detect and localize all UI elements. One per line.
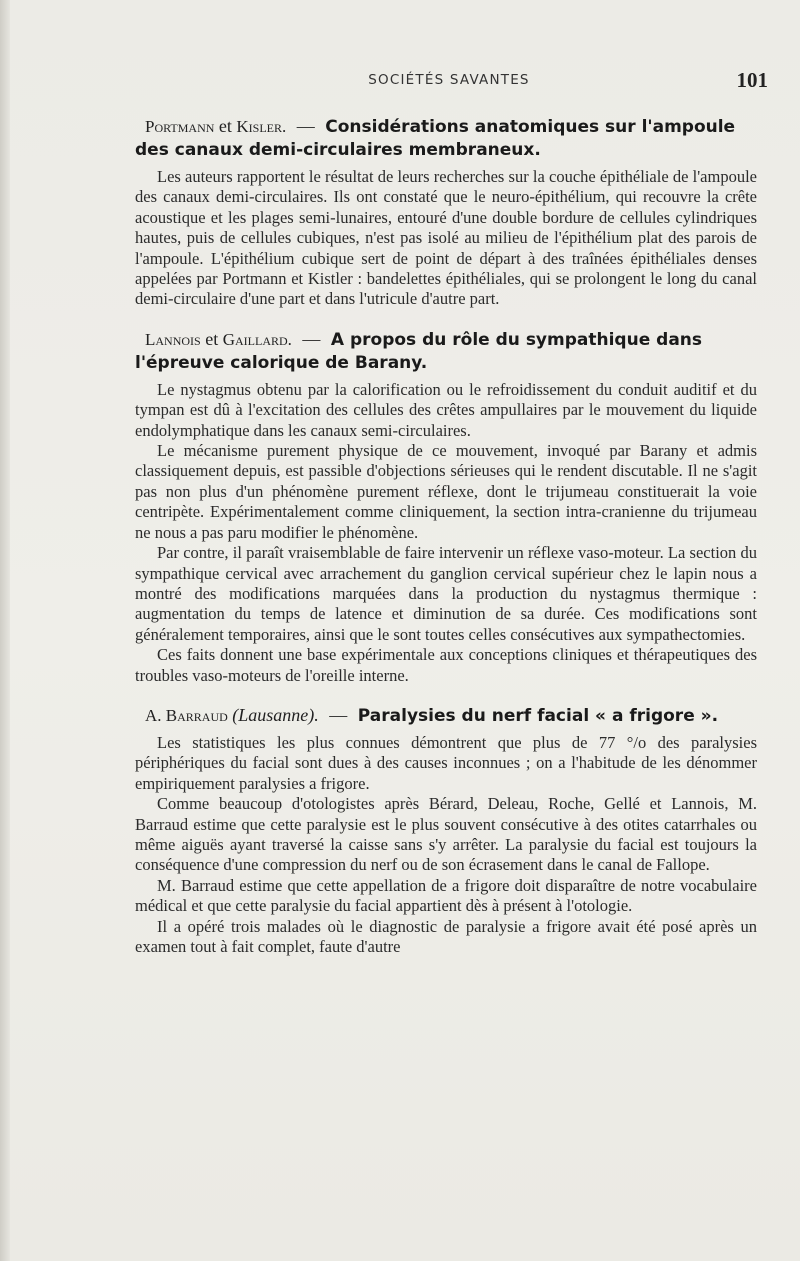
running-title: SOCIÉTÉS SAVANTES (368, 72, 530, 88)
heading-separator: — (296, 116, 315, 136)
author-name: Kisler. (236, 117, 287, 136)
author-name: A. Barraud (145, 705, 228, 725)
entry-title: Paralysies du nerf facial « a frigore ». (357, 705, 719, 726)
author-name: Lannois (145, 329, 201, 349)
paragraph: M. Barraud estime que cette appellation de a frigore doit disparaître de notre vocabulaire médical et que cette paralysie du facial appartient dès à présent à l'otologie. (135, 875, 757, 916)
heading-separator: — (302, 328, 321, 349)
heading-separator: — (329, 704, 348, 725)
entry-lannois-gaillard (135, 328, 757, 686)
entry-heading (135, 704, 757, 727)
entry-portmann-kisler (135, 115, 757, 310)
page-number: 101 (736, 68, 768, 92)
paragraph: Il a opéré trois malades où le diagnostic de paralysie a frigore avait été posé après un examen tout à fait complet, faute d'autre (135, 916, 757, 956)
paragraph: Les statistiques les plus connues démontrent que plus de 77 °/o des paralysies périphériques du facial sont dues à des causes inconnues ; on a l'habitude de les dénommer empiriquement paralysies a frigore. (135, 732, 757, 793)
paragraph: Par contre, il paraît vraisemblable de faire intervenir un réflexe vaso-moteur. La section du sympathique cervical avec arrachement du ganglion cervical supérieur chez le lapin nous a montré des modifications marquées dans la production du nystagmus thermique : augmentation du temps de latence et diminution de sa durée. Ces modifications sont généralement temporaires, ainsi que le sont toutes celles consécutives aux sympathectomies. (135, 543, 757, 644)
author-location: (Lausanne). (232, 704, 319, 725)
entry-heading (135, 115, 757, 161)
page-header (130, 68, 768, 96)
paragraph: Les auteurs rapportent le résultat de leurs recherches sur la couche épithéliale de l'ampoule des canaux demi-circulaires. Ils ont constaté que le neuro-épithélium, qui recouvre la crête acoustique et les plages semi-lunaires, entouré d'une double bordure de cellules cylindriques hautes, puis de cellules cubiques, n'est pas isolé au milieu de l'épithélium plat des parois de l'ampoule. L'épithélium cubique sert de point de départ à des traînées épithéliales denses appelées par Portmann et Kistler : bandelettes épithéliales, qui se prolongent le long du canal demi-circulaire d'une part et dans l'utricule d'autre part. (135, 167, 757, 309)
author-conjunction: et (218, 116, 232, 136)
entry-heading (135, 328, 757, 374)
author-name: Portmann (145, 117, 215, 136)
author-conjunction: et (205, 328, 219, 349)
page-content (135, 115, 757, 975)
paragraph: Le mécanisme purement physique de ce mouvement, invoqué par Barany et admis classiquement depuis, est passible d'objections sérieuses qui le rendent discutable. Il ne s'agit pas non plus d'un phénomène purement réflexe, dont le trijumeau constituerait la voie centripète. Expérimentalement comme cliniquement, la section intra-cranienne du trijumeau ne nous a pas paru modifier le phénomène. (135, 441, 757, 542)
entry-title: Considérations anatomiques sur l'ampoule des canaux demi-circulaires membraneux. (135, 117, 736, 160)
paragraph: Le nystagmus obtenu par la calorification ou le refroidissement du conduit auditif et du tympan est dû à l'excitation des cellules des crêtes ampullaires par le mouvement du liquide endolymphatique dans les canaux semi-circulaires. (135, 379, 757, 440)
entry-title: A propos du rôle du sympathique dans l'épreuve calorique de Barany. (135, 329, 703, 373)
paragraph: Ces faits donnent une base expérimentale aux conceptions cliniques et thérapeutiques des troubles vaso-moteurs de l'oreille interne. (135, 645, 757, 685)
page-binding-edge (0, 0, 10, 1261)
author-name: Gaillard. (222, 329, 292, 349)
paragraph: Comme beaucoup d'otologistes après Bérard, Deleau, Roche, Gellé et Lannois, M. Barraud estime que cette paralysie est le plus souvent consécutive à des otites catarrhales ou même aiguës ayant traversé la caisse sans s'y arrêter. La paralysie du facial est toujours la conséquence d'une compression du nerf ou de son écrasement dans le canal de Fallope. (135, 794, 757, 875)
entry-barraud (135, 704, 757, 957)
